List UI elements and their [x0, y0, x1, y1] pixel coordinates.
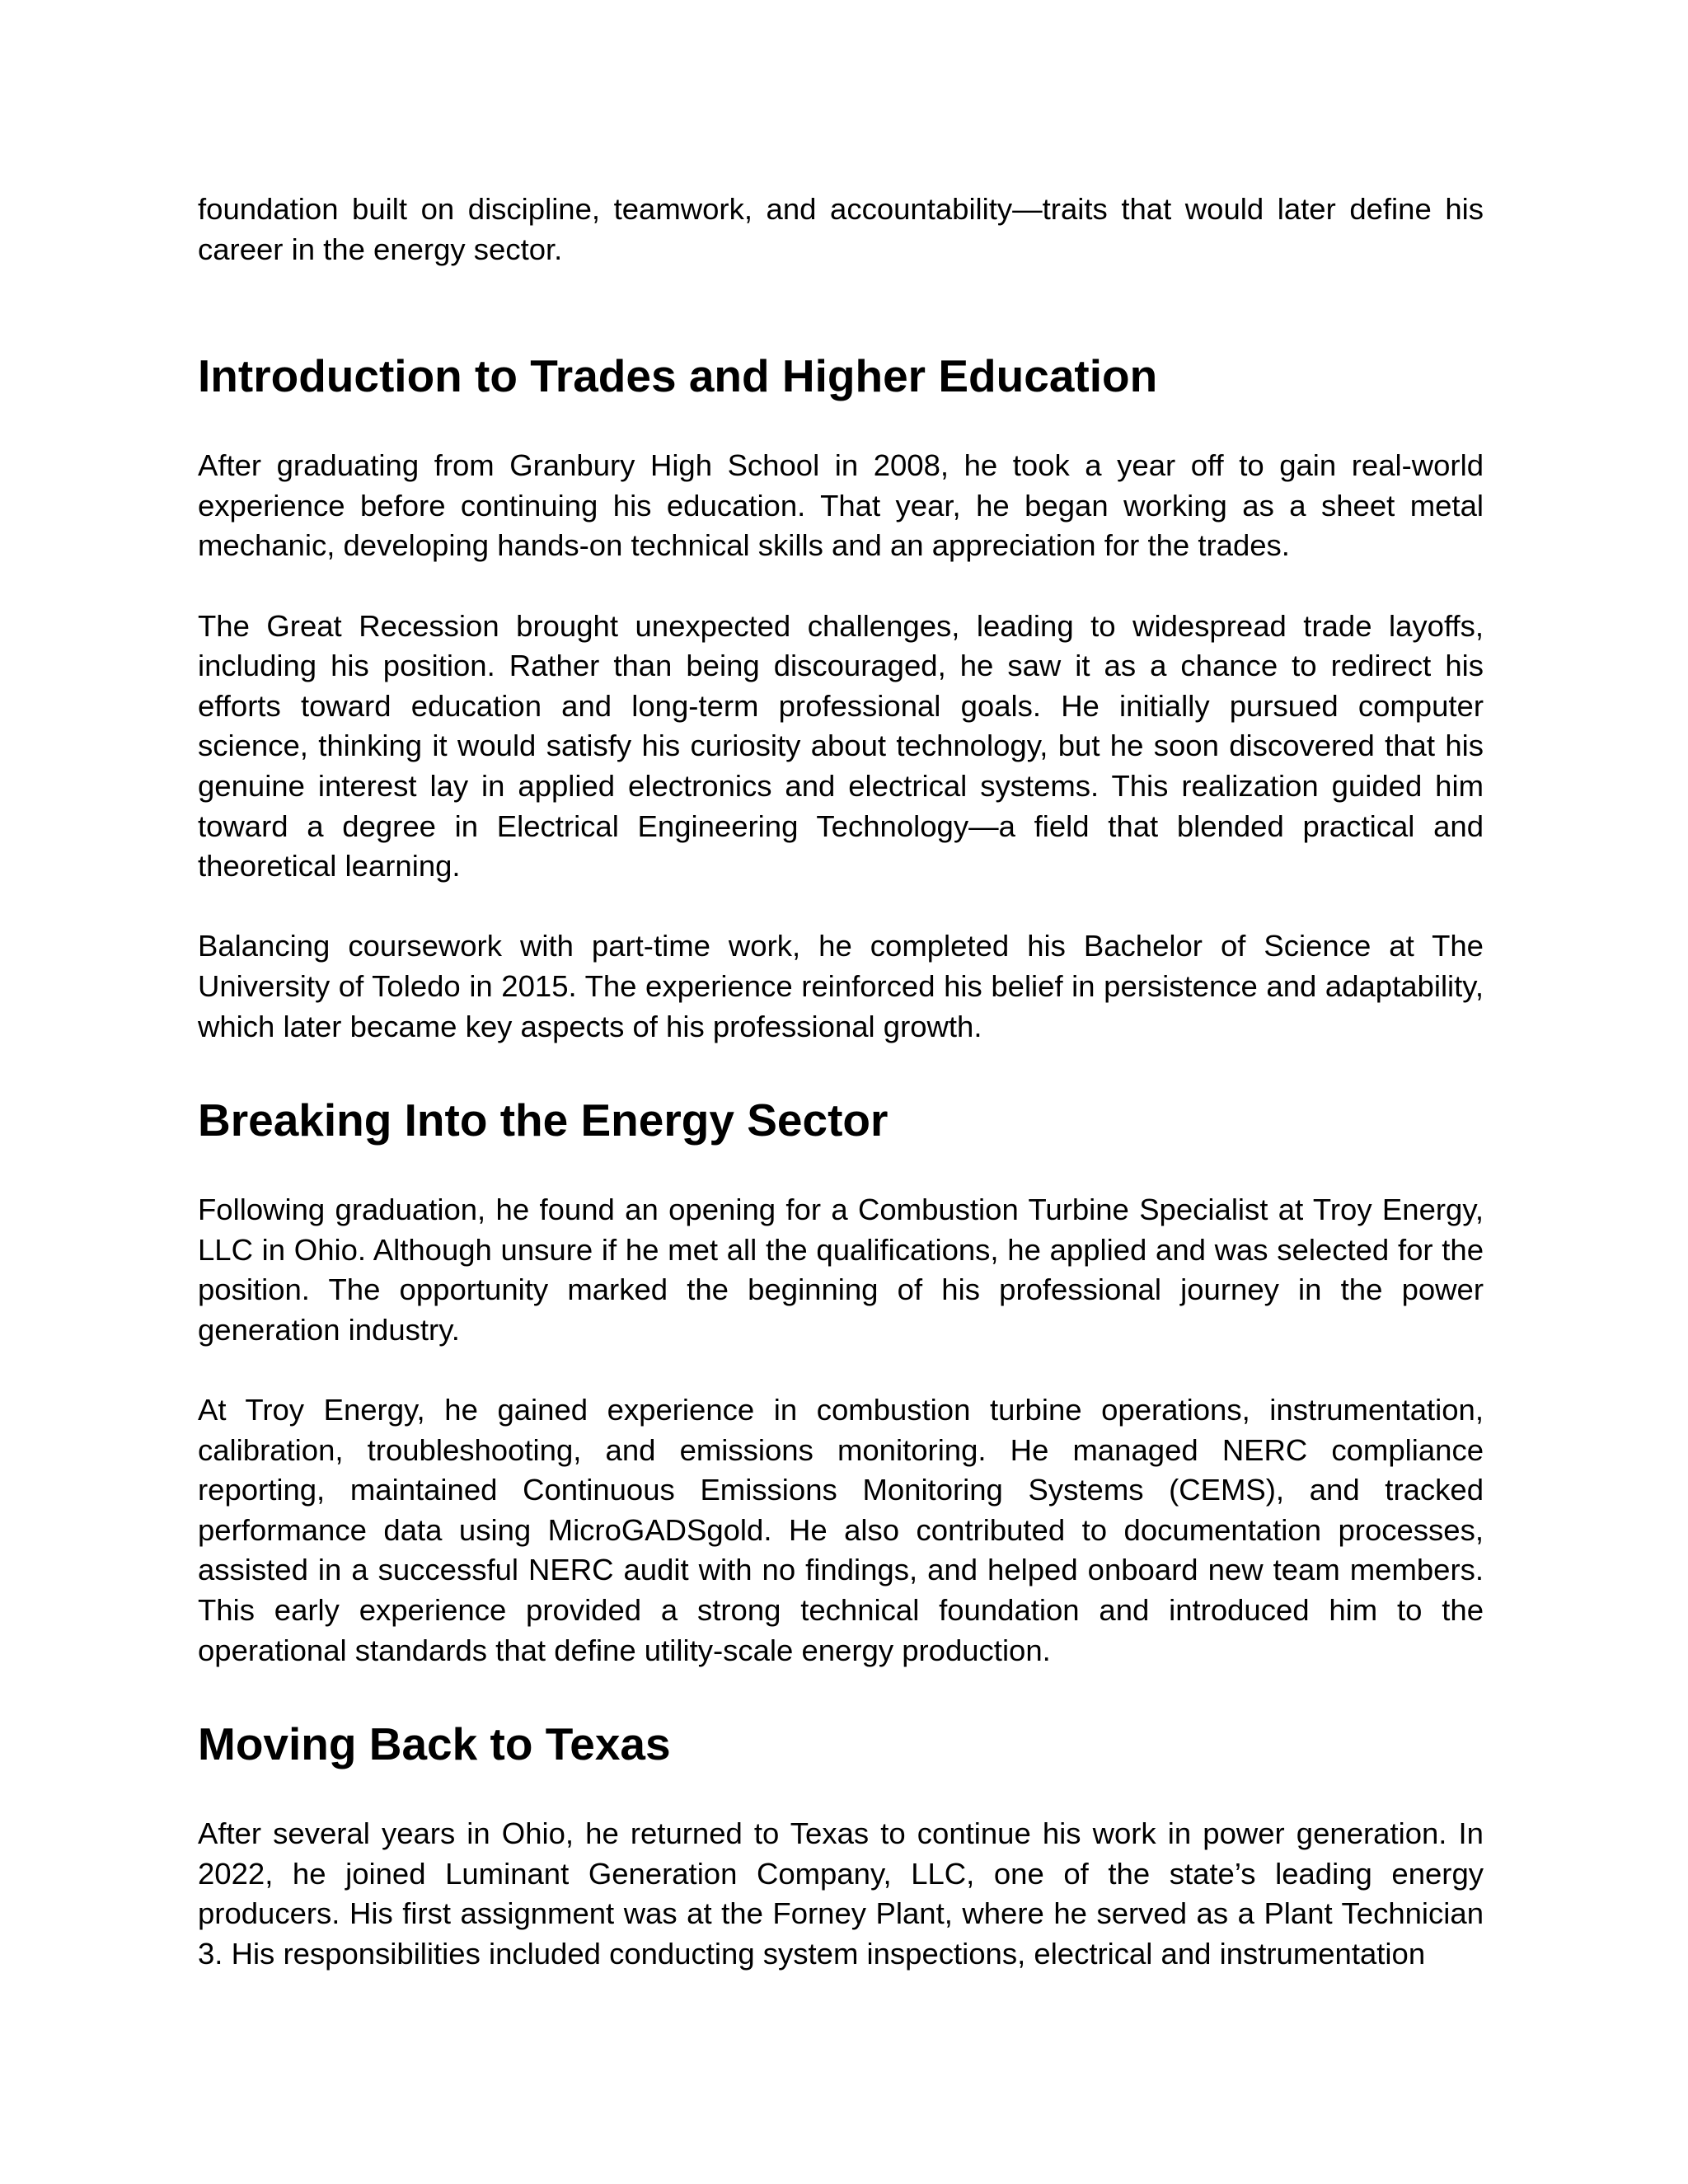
heading-back-to-texas: Moving Back to Texas: [198, 1718, 671, 1770]
paragraph-after-graduation: After graduating from Granbury High School in 2008, he took a year off to gain real-world experience before continuing his education. That year, he began working as a sheet metal mechanic, developing hands-on technical skills and an appreciation for the trades.: [198, 448, 1484, 563]
heading-trades-education: Introduction to Trades and Higher Education: [198, 350, 1158, 402]
paragraph-luminant: After several years in Ohio, he returned to Texas to continue his work in power generation. In 2022, he joined Luminant Generation Company, LLC, one of the state’s leading energy producers. His first assignment was at the Forney Plant, where he served as a Plant Technician 3. His responsibilities included conducting system inspections, electrical and instrumentation: [198, 1816, 1484, 1971]
paragraph-great-recession: The Great Recession brought unexpected challenges, leading to widespread trade layoffs, including his position. Rather than being discouraged, he saw it as a chance to redirect his efforts toward education and long-term professional goals. He initially pursued computer science, thinking it would satisfy his curiosity about technology, but he soon discovered that his genuine interest lay in applied electronics and electrical systems. This realization guided him toward a degree in Electrical Engineering Technology—a field that blended practical and theoretical learning.: [198, 608, 1484, 883]
paragraph-career-foundation: foundation built on discipline, teamwork, and accountability—traits that would later define his career in the energy sector.: [198, 192, 1484, 266]
paragraph-troy-energy-experience: At Troy Energy, he gained experience in combustion turbine operations, instrumentation, calibration, troubleshooting, and emissions monitoring. He managed NERC compliance reporting, maintained Continuous Emissions Monitoring Systems (CEMS), and tracked performance data using MicroGADSgold. He also contributed to documentation processes, assisted in a successful NERC audit with no findings, and helped onboard new team members. This early experience provided a strong technical foundation and introduced him to the operational standards that define utility-scale energy production.: [198, 1393, 1484, 1667]
paragraph-bachelor-degree: Balancing coursework with part-time work, he completed his Bachelor of Science at The University of Toledo in 2015. The experience reinforced his belief in persistence and adaptability, which later became key aspects of his professional growth.: [198, 929, 1484, 1043]
paragraph-troy-energy-opening: Following graduation, he found an opening for a Combustion Turbine Specialist at Troy Energy, LLC in Ohio. Although unsure if he met all the qualifications, he applied and was selected for the position. The opportunity marked the beginning of his professional journey in the power generation industry.: [198, 1193, 1484, 1347]
heading-energy-sector: Breaking Into the Energy Sector: [198, 1094, 889, 1146]
document-page: [198, 190, 1484, 1975]
